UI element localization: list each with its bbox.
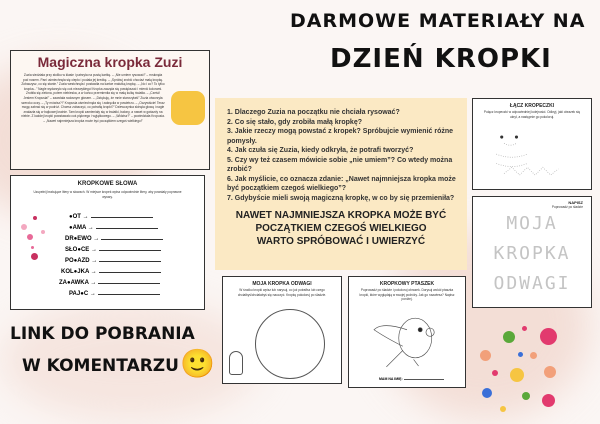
courage-circle[interactable] [255, 309, 325, 379]
dot-words-worksheet [10, 175, 205, 310]
bird-instruction: Poprowadź po śladzie i pokoloruj obrazek. Dorysuj wokół ptaszka kropki, które wyglądają w swojej podróży. Jak go nazwiesz? Napisz poniżej. [359, 288, 455, 302]
trace-title: NAPISZ [568, 200, 583, 205]
story-worksheet [10, 50, 210, 170]
story-text: Zuzia siedziała przy stoliku w klasie i patrzyła na pustą kartkę. – „Nie umiem rysować!” – mruknęła pod nosem. Pani uśmiechnęła się ciepło i podała jej kredkę. – „Spróbuj zrobić chociaż małą kropkę. Zobaczysz, co się stanie.” Zuzia westchnęła i postawiła na kartce malutką kropkę. – „No i co? To tylko kropka...” Nagle wydarzyło się coś niezwykłego! Kropka zaczęła się powiększać i mienić kolorami. Zrobiła się zielona, potem niebieska, a w końcu przemieniła się w małą kulkę światła. – „Cześć! Jestem Kropusia!” – zawołała radosnym głosem. – „Dziękuję, że mnie stworzyłaś!” Zuzia otworzyła szeroko oczy. – „Ty mówisz?!” Kropusia uśmiechnęła się i zakręciła w powietrzu. – „Oczywiście! Teraz mogę zabrać się w podróż. Chcesz zobaczyć, co potrafią kropki?” Dziewczynka skinęła głową i nagle znalazła się w bajkowej krainie. Tam kropki zamieniały się w kwiatki, balony, a nawet w gwiazdy na niebie. Z każdej kropki powstawało coś pięknego i wyjątkowego. – „Widzisz?” – powiedziała Kropusia. – „Nawet najmniejsza kropka może być początkiem czegoś wielkiego!” [21, 73, 165, 123]
bird-name-label[interactable]: MAM NA IMIĘ: [379, 377, 444, 381]
question: 1. Dlaczego Zuzia na początku nie chciała rysować? [227, 109, 400, 116]
words-instruction: Uzupełnij brakujące litery w słowach. W miejsce kropek wpisz odpowiednie litery, aby powstały poprawne wyrazy. [33, 190, 182, 199]
decorative-dot [503, 331, 515, 343]
title-line-1: DARMOWE MATERIAŁY NA [290, 10, 586, 32]
decorative-dot [530, 352, 537, 359]
courage-instruction: W środku kropki wpisz lub narysuj, co już potrafisz lub czego chciałbyś/chciałabyś się nauczyć. Kropkę pokoloruj po śladzie. [237, 288, 327, 297]
question: 2. Co się stało, gdy zrobiła małą kropkę? [227, 118, 362, 126]
questions-worksheet [215, 98, 467, 270]
trace-instruction: Poprowadź po śladzie [551, 205, 583, 209]
question: 5. Czy wy też czasem mówicie sobie „nie umiem”? Co wtedy można zrobić? [227, 156, 453, 173]
question: 4. Jak czuła się Zuzia, kiedy odkryła, że potrafi tworzyć? [227, 147, 414, 154]
smiley-emoji-icon: 🙂 [180, 348, 215, 379]
dotted-bee-outline-icon [473, 129, 591, 187]
decorative-dot [522, 392, 530, 400]
story-title: Magiczna kropka Zuzi [37, 54, 183, 70]
decorative-dot [510, 368, 524, 382]
word-item[interactable]: SŁO●CE → [65, 247, 161, 253]
connect-title: ŁĄCZ KROPECZKI [509, 103, 555, 109]
courage-dot-worksheet [222, 276, 342, 384]
words-title: KROPKOWE SŁOWA [77, 181, 138, 187]
connect-instruction: Połącz kropeczki w odpowiedniej kolejności. Odkryj, jaki obrazek się ukrył, a następnie go pokoloruj. [483, 110, 581, 119]
cta-line-2: W KOMENTARZU [22, 356, 179, 376]
decorative-dot [544, 366, 556, 378]
word-item[interactable]: ●AMA → [69, 225, 158, 231]
bird-title: KROPKOWY PTASZEK [379, 281, 435, 287]
motto-line: POCZĄTKIEM CZEGOŚ WIELKIEGO [255, 223, 427, 234]
word-item[interactable]: KOL●JKA → [61, 269, 161, 275]
decorative-dot [500, 406, 506, 412]
word-item[interactable]: PO●AZD → [65, 258, 161, 264]
decorative-dot [522, 326, 527, 331]
connect-dots-worksheet [472, 98, 592, 190]
decorative-dot [518, 352, 523, 357]
dot-bird-worksheet [348, 276, 466, 388]
word-item[interactable]: DR●EWO → [65, 236, 163, 242]
word-item[interactable]: ZA●AWKA → [59, 280, 160, 286]
decorative-dot [492, 370, 498, 376]
child-illustration-icon [229, 351, 243, 375]
question: 3. Jakie rzeczy mogą powstać z kropek? Spróbujcie wymienić różne pomysły. [227, 128, 454, 145]
trace-word: KROPKA [493, 243, 571, 264]
decorative-dot [542, 394, 555, 407]
title-line-2: DZIEŃ KROPKI [330, 44, 552, 74]
cta-line-1: LINK DO POBRANIA [10, 324, 195, 344]
tracing-worksheet [472, 196, 592, 308]
question: 7. Gdybyście mieli swoją magiczną kropkę, w co by się przemieniła? [227, 194, 455, 202]
bird-outline-icon [349, 305, 465, 371]
decorative-dot [482, 388, 492, 398]
word-item[interactable]: ●OT → [69, 214, 153, 220]
motto-line: NAWET NAJMNIEJSZA KROPKA MOŻE BYĆ [235, 210, 447, 221]
motto-line: WARTO SPRÓBOWAĆ I UWIERZYĆ [256, 236, 426, 247]
trace-word: MOJA [506, 213, 558, 234]
courage-title: MOJA KROPKA ODWAGI [252, 281, 312, 287]
trace-word: ODWAGI [493, 273, 571, 294]
story-illustration [171, 91, 205, 125]
word-item[interactable]: PAJ●C → [69, 291, 160, 297]
question: 6. Jak myślicie, co oznacza zdanie: „Nawet najmniejsza kropka może być początkiem czegoś wielkiego”? [227, 175, 456, 192]
decorative-dot [480, 350, 491, 361]
decorative-dot [540, 328, 557, 345]
